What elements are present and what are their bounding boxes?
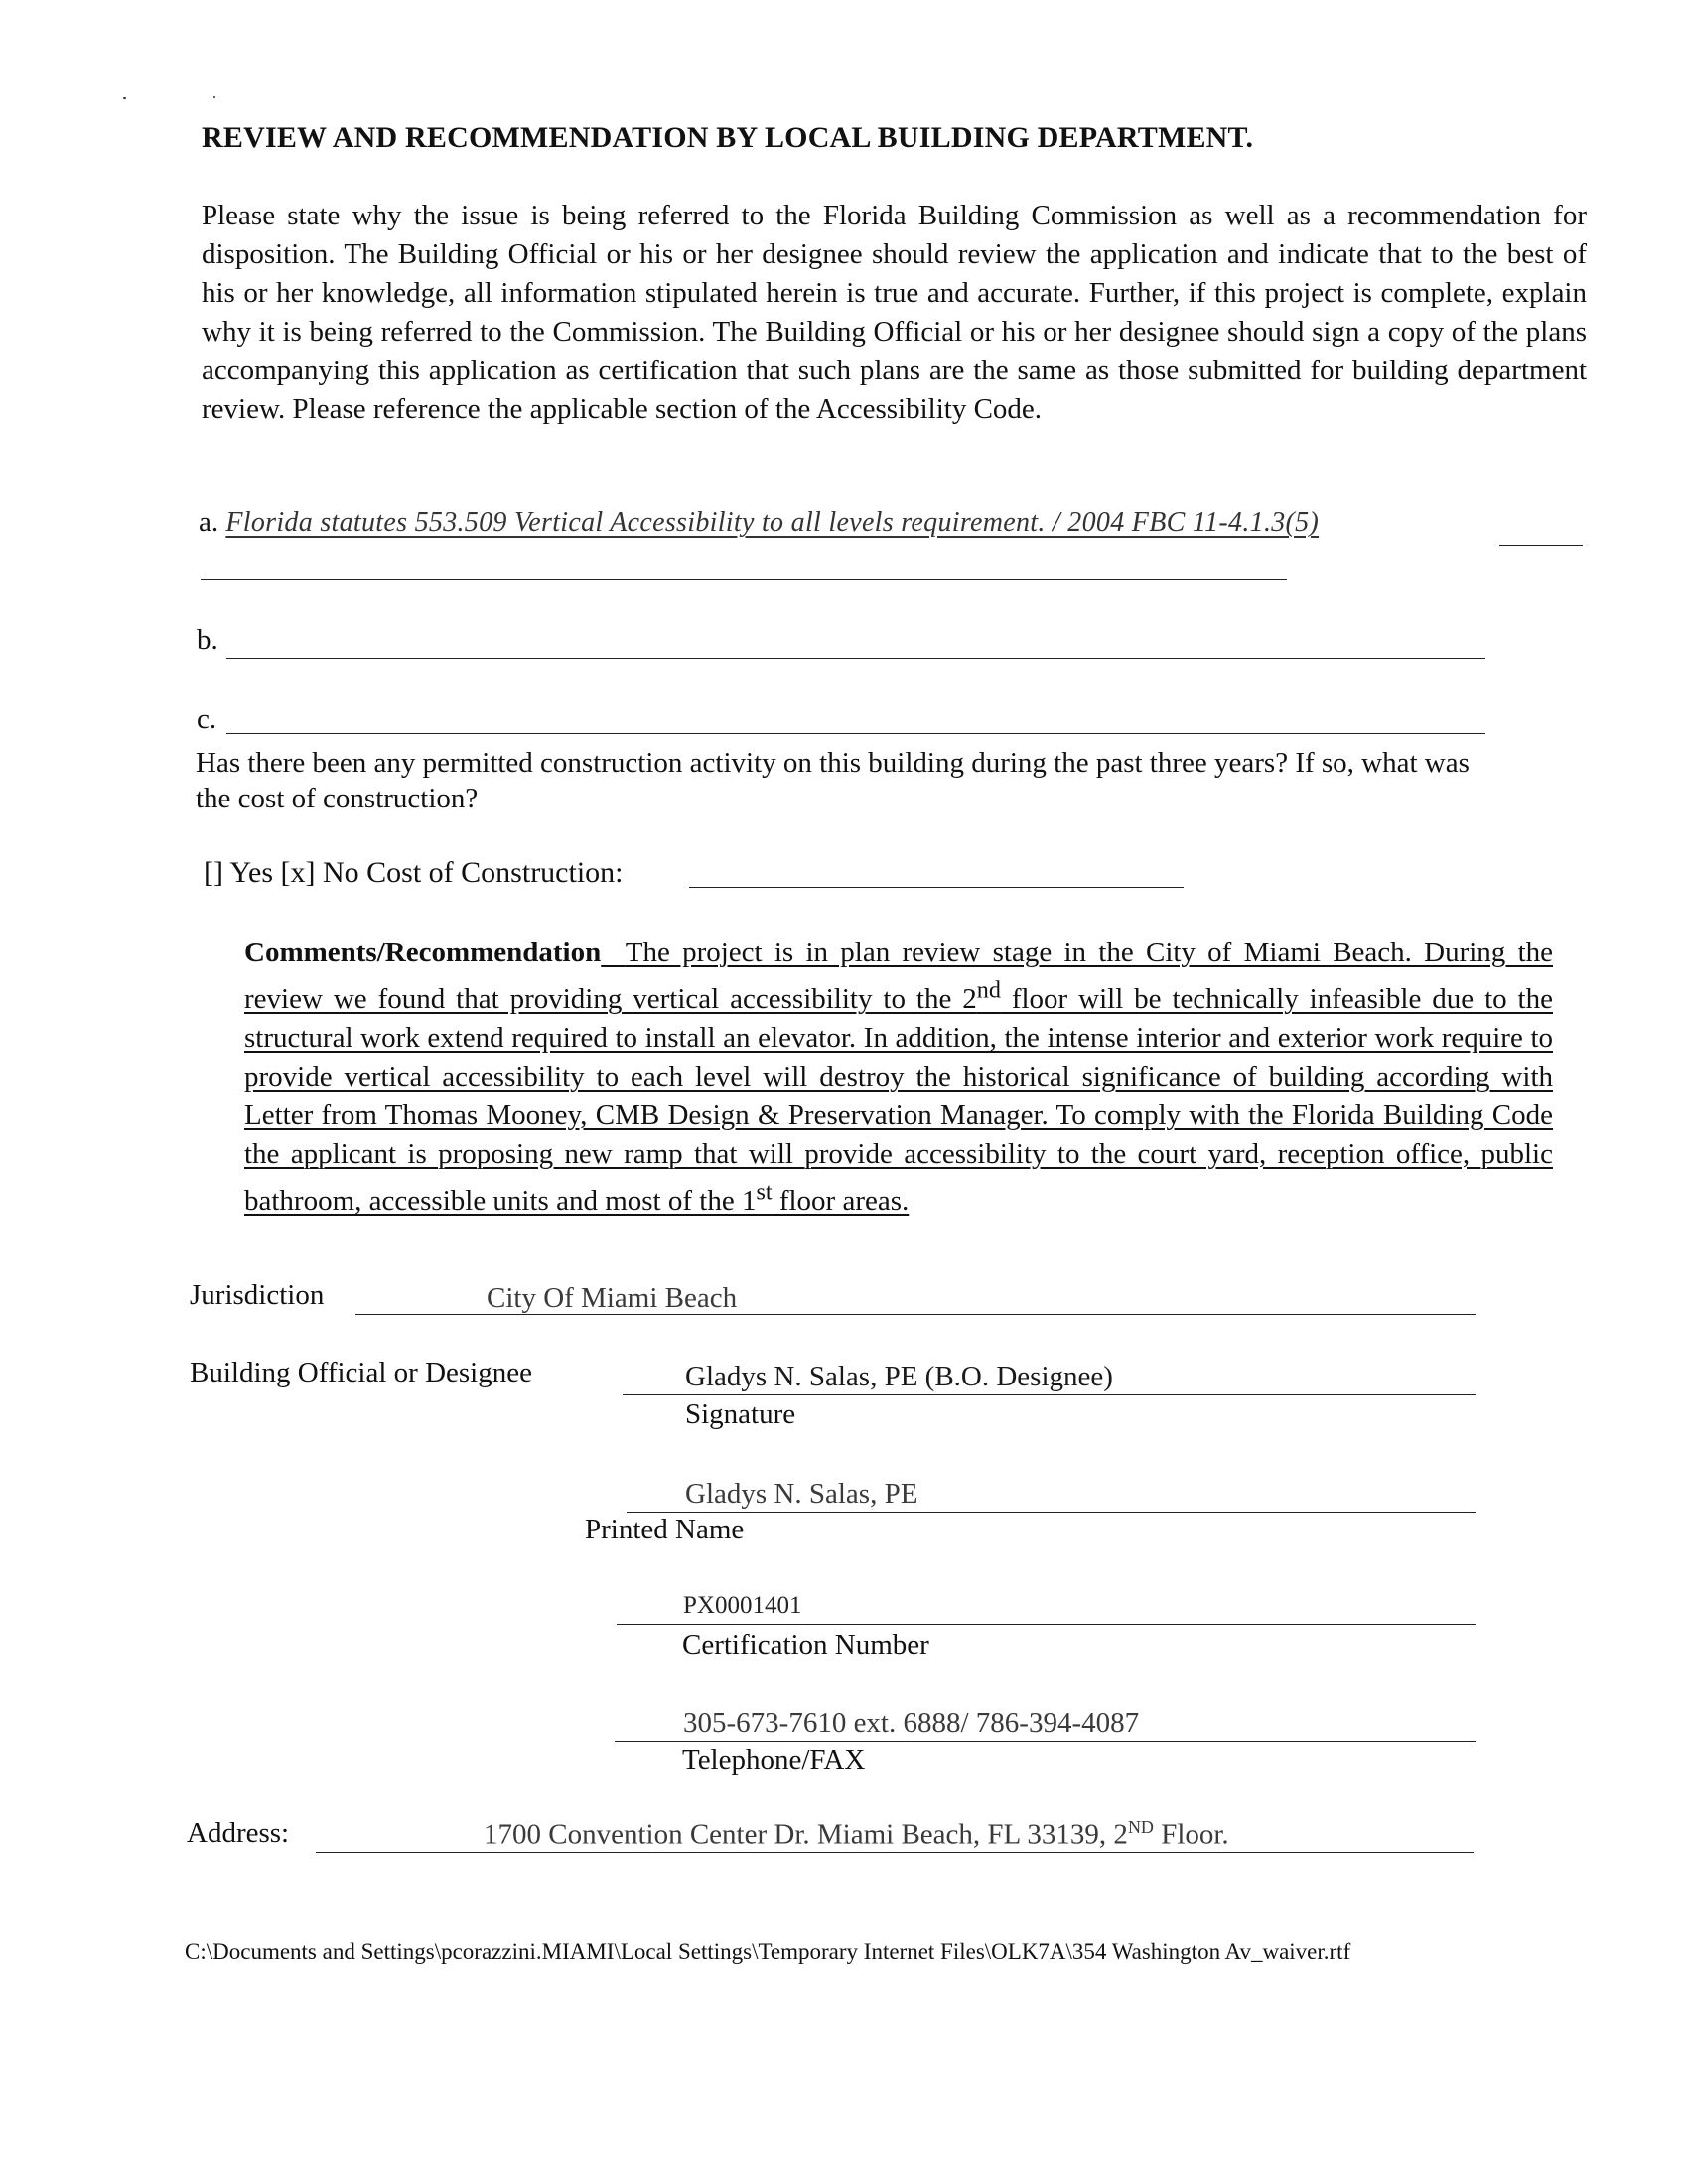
item-a-value: Florida statutes 553.509 Vertical Accessibility to all levels requirement. / 2004 FBC 11-4.1.3(5)	[225, 508, 1320, 538]
item-a-line-2	[201, 579, 1287, 580]
jurisdiction-label: Jurisdiction	[190, 1279, 325, 1311]
scan-speck	[213, 96, 215, 98]
file-path-footer: C:\Documents and Settings\pcorazzini.MIAMI\Local Settings\Temporary Internet Files\OLK7A\354 Washington Av_waiver.rtf	[185, 1939, 1351, 1964]
address-value: 1700 Convention Center Dr. Miami Beach, FL 33139, 2ND Floor.	[484, 1818, 1229, 1851]
jurisdiction-value: City Of Miami Beach	[487, 1282, 738, 1314]
printed-name-line	[627, 1512, 1476, 1513]
item-a	[199, 507, 1319, 539]
official-label: Building Official or Designee	[190, 1357, 532, 1388]
certification-value: PX0001401	[683, 1592, 802, 1619]
printed-name-value: Gladys N. Salas, PE	[685, 1478, 918, 1510]
signature-line	[623, 1394, 1476, 1395]
certification-label: Certification Number	[682, 1629, 929, 1661]
comments-recommendation	[244, 934, 1553, 1221]
page-title: REVIEW AND RECOMMENDATION BY LOCAL BUILDING DEPARTMENT.	[202, 121, 1254, 154]
item-c-label: c.	[197, 703, 217, 735]
construction-question: Has there been any permitted construction activity on this building during the past three years? If so, what was the cost of construction?	[196, 747, 1470, 814]
comments-heading: Comments/Recommendation	[244, 937, 602, 968]
address-line	[316, 1852, 1474, 1853]
cost-line	[689, 887, 1184, 888]
telephone-line	[615, 1741, 1476, 1742]
printed-name-label: Printed Name	[585, 1514, 745, 1545]
yes-no-cost: [] Yes [x] No Cost of Construction:	[204, 856, 624, 889]
item-a-line-end	[1499, 545, 1583, 546]
signature-label: Signature	[685, 1398, 796, 1430]
telephone-value: 305-673-7610 ext. 6888/ 786-394-4087	[683, 1707, 1140, 1739]
item-b-line	[226, 658, 1485, 659]
item-b-label: b.	[197, 624, 218, 655]
item-c-line	[226, 733, 1485, 734]
instructions-paragraph: Please state why the issue is being referred to the Florida Building Commission as well as a recommendation for disposition. The Building Official or his or her designee should review the application and indicate that to the best of his or her knowledge, all information stipulated herein is true and accurate. Further, if this project is complete, explain why it is being referred to the Commission. The Building Official or his or her designee should sign a copy of the plans accompanying this application as certification that such plans are the same as those submitted for building department review. Please reference the applicable section of the Accessibility Code.	[202, 200, 1587, 425]
item-a-label: a.	[199, 507, 219, 538]
signature-value: Gladys N. Salas, PE (B.O. Designee)	[685, 1361, 1113, 1392]
scan-speck	[123, 97, 126, 99]
telephone-label: Telephone/FAX	[682, 1744, 866, 1776]
comments-body: The project is in plan review stage in the City of Miami Beach. During the review we found that providing vertical accessibility to the 2nd floor will be technically infeasible due to the structural work extend required to install an elevator. In addition, the intense interior and exterior work require to provide vertical accessibility to each level will destroy the historical significance of building according with Letter from Thomas Mooney, CMB Design & Preservation Manager. To comply with the Florida Building Code the applicant is proposing new ramp that will provide accessibility to the court yard, reception office, public bathroom, accessible units and most of the 1st floor areas.	[244, 937, 1553, 1218]
address-label: Address:	[187, 1818, 290, 1849]
certification-line	[617, 1624, 1476, 1625]
